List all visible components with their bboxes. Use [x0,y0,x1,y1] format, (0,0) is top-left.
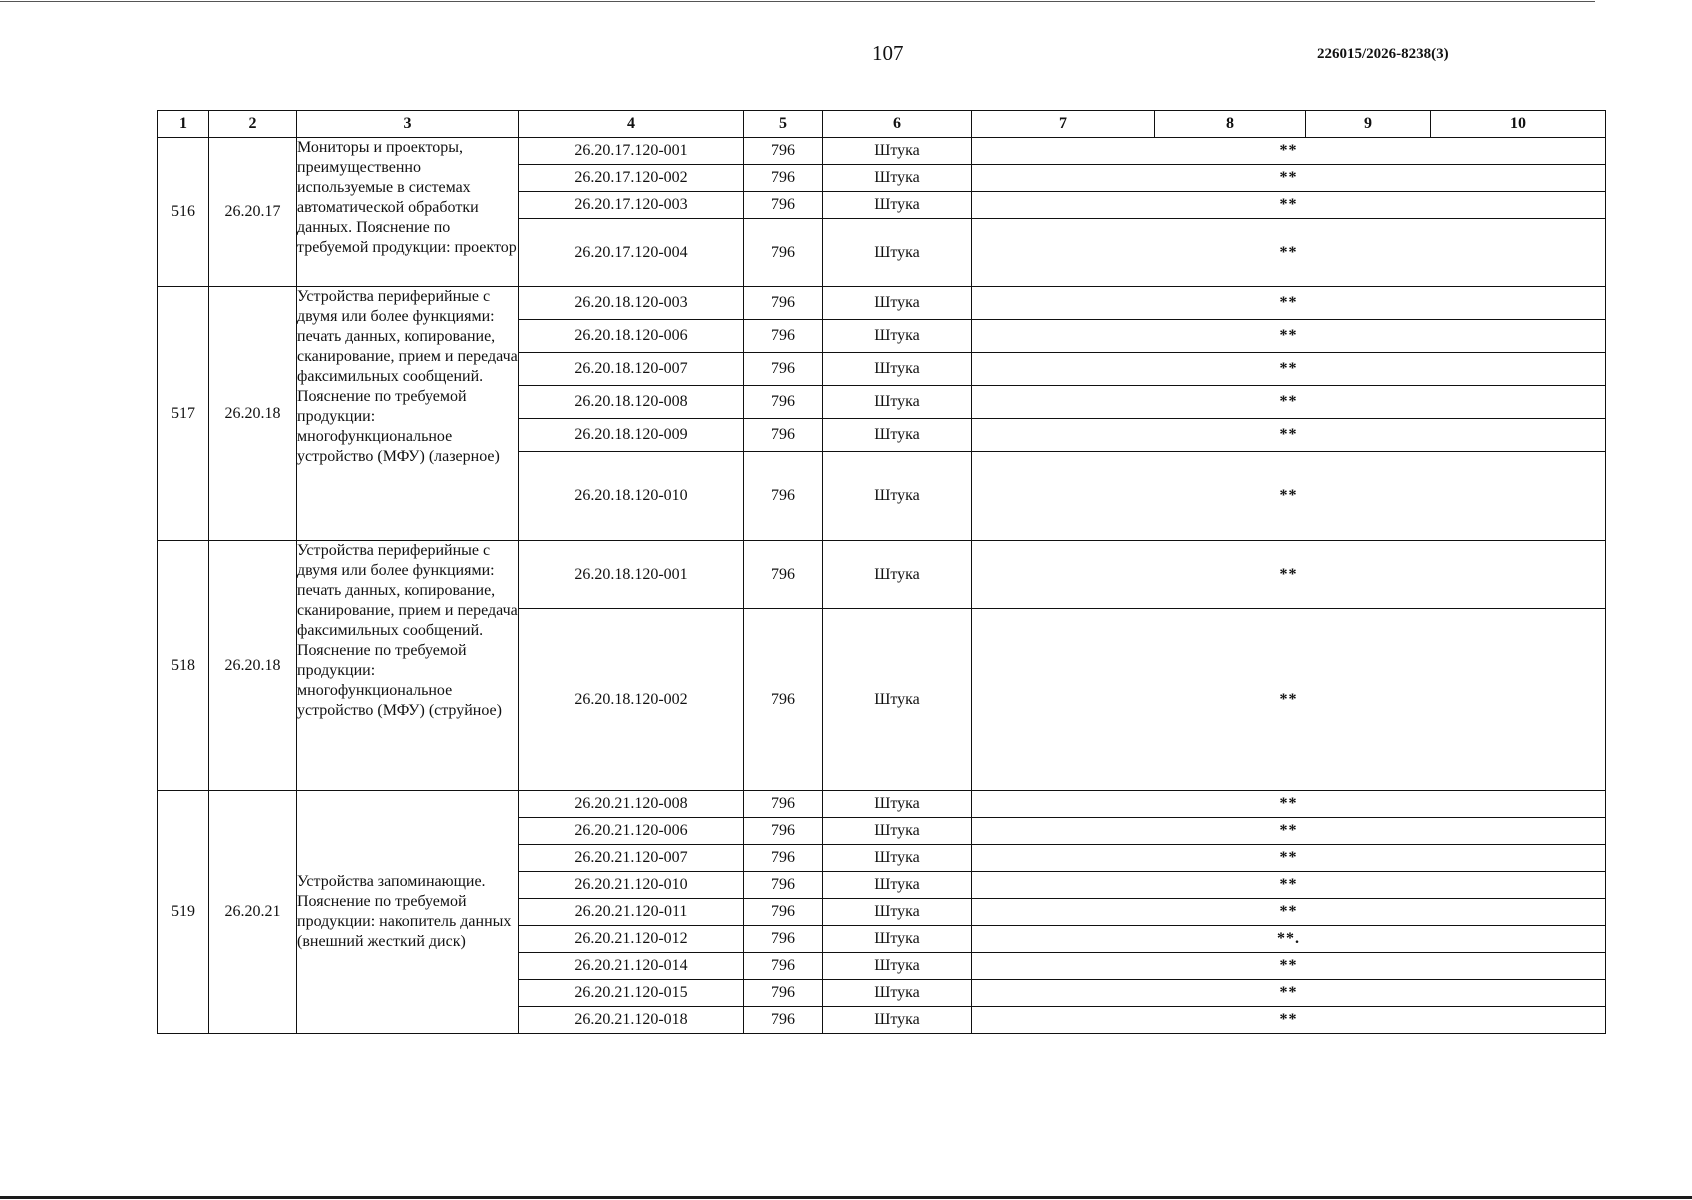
value-cell: ** [972,1007,1606,1034]
document-reference: 226015/2026-8238(3) [1317,46,1449,62]
unit-code: 796 [744,872,823,899]
table-row [158,791,1606,818]
item-code: 26.20.21.120-008 [519,791,744,818]
value-cell: ** [972,192,1606,219]
row-number: 516 [158,138,209,287]
okpd-code: 26.20.18 [209,541,297,791]
unit-name: Штука [823,192,972,219]
value-cell: ** [972,353,1606,386]
unit-code: 796 [744,609,823,791]
unit-code: 796 [744,953,823,980]
item-code: 26.20.21.120-006 [519,818,744,845]
unit-code: 796 [744,1007,823,1034]
unit-name: Штука [823,165,972,192]
unit-name: Штука [823,138,972,165]
unit-code: 796 [744,320,823,353]
unit-name: Штука [823,609,972,791]
unit-code: 796 [744,386,823,419]
product-description: Устройства периферийные с двумя или более функциями: печать данных, копирование, сканирование, прием и передача факсимильных сообщений. Пояснение по требуемой продукции: многофункциональное устройство (МФУ) (лазерное) [297,287,519,541]
item-code: 26.20.17.120-001 [519,138,744,165]
table-row [158,287,1606,320]
item-code: 26.20.17.120-003 [519,192,744,219]
unit-name: Штука [823,872,972,899]
item-code: 26.20.21.120-015 [519,980,744,1007]
unit-name: Штука [823,1007,972,1034]
unit-code: 796 [744,980,823,1007]
item-code: 26.20.18.120-002 [519,609,744,791]
value-cell: ** [972,320,1606,353]
unit-code: 796 [744,818,823,845]
row-number: 517 [158,287,209,541]
unit-code: 796 [744,192,823,219]
unit-name: Штука [823,320,972,353]
unit-code: 796 [744,353,823,386]
unit-code: 796 [744,791,823,818]
table-row [158,541,1606,609]
column-header: 3 [297,111,519,138]
item-code: 26.20.18.120-003 [519,287,744,320]
value-cell: ** [972,818,1606,845]
product-description: Устройства запоминающие. Пояснение по требуемой продукции: накопитель данных (внешний жесткий диск) [297,791,519,1034]
item-code: 26.20.18.120-008 [519,386,744,419]
unit-name: Штука [823,219,972,287]
unit-name: Штука [823,452,972,541]
column-header: 5 [744,111,823,138]
unit-code: 796 [744,541,823,609]
column-header: 6 [823,111,972,138]
value-cell: **. [972,926,1606,953]
value-cell: ** [972,541,1606,609]
item-code: 26.20.21.120-007 [519,845,744,872]
value-cell: ** [972,219,1606,287]
unit-name: Штука [823,419,972,452]
row-number: 518 [158,541,209,791]
unit-name: Штука [823,386,972,419]
item-code: 26.20.17.120-002 [519,165,744,192]
item-code: 26.20.17.120-004 [519,219,744,287]
value-cell: ** [972,872,1606,899]
unit-code: 796 [744,419,823,452]
unit-name: Штука [823,899,972,926]
scan-edge-bottom [0,1196,1692,1199]
data-table [157,110,1606,1034]
value-cell: ** [972,953,1606,980]
item-code: 26.20.18.120-009 [519,419,744,452]
item-code: 26.20.18.120-001 [519,541,744,609]
page-number: 107 [872,41,904,65]
row-number: 519 [158,791,209,1034]
item-code: 26.20.21.120-018 [519,1007,744,1034]
value-cell: ** [972,845,1606,872]
value-cell: ** [972,452,1606,541]
item-code: 26.20.21.120-010 [519,872,744,899]
unit-code: 796 [744,219,823,287]
unit-code: 796 [744,899,823,926]
value-cell: ** [972,138,1606,165]
item-code: 26.20.21.120-011 [519,899,744,926]
okpd-code: 26.20.17 [209,138,297,287]
unit-code: 796 [744,165,823,192]
column-header: 8 [1155,111,1306,138]
unit-name: Штука [823,541,972,609]
value-cell: ** [972,899,1606,926]
unit-name: Штука [823,926,972,953]
unit-name: Штука [823,980,972,1007]
table-header-row [158,111,1606,138]
unit-code: 796 [744,452,823,541]
okpd-code: 26.20.18 [209,287,297,541]
item-code: 26.20.21.120-014 [519,953,744,980]
unit-code: 796 [744,287,823,320]
item-code: 26.20.18.120-007 [519,353,744,386]
unit-code: 796 [744,138,823,165]
column-header: 4 [519,111,744,138]
unit-code: 796 [744,845,823,872]
product-description: Устройства периферийные с двумя или более функциями: печать данных, копирование, сканирование, прием и передача факсимильных сообщений. Пояснение по требуемой продукции: многофункциональное устройство (МФУ) (струйное) [297,541,519,791]
value-cell: ** [972,609,1606,791]
value-cell: ** [972,980,1606,1007]
column-header: 2 [209,111,297,138]
unit-code: 796 [744,926,823,953]
column-header: 9 [1306,111,1431,138]
unit-name: Штука [823,845,972,872]
okpd-code: 26.20.21 [209,791,297,1034]
value-cell: ** [972,386,1606,419]
table-row [158,138,1606,165]
unit-name: Штука [823,353,972,386]
item-code: 26.20.18.120-006 [519,320,744,353]
scan-edge-top [0,1,1595,2]
value-cell: ** [972,165,1606,192]
column-header: 1 [158,111,209,138]
value-cell: ** [972,419,1606,452]
value-cell: ** [972,791,1606,818]
value-cell: ** [972,287,1606,320]
unit-name: Штука [823,953,972,980]
unit-name: Штука [823,287,972,320]
product-description: Мониторы и проекторы, преимущественно используемые в системах автоматической обработки данных. Пояснение по требуемой продукции: проектор [297,138,519,287]
item-code: 26.20.21.120-012 [519,926,744,953]
column-header: 7 [972,111,1155,138]
item-code: 26.20.18.120-010 [519,452,744,541]
unit-name: Штука [823,791,972,818]
column-header: 10 [1431,111,1606,138]
unit-name: Штука [823,818,972,845]
